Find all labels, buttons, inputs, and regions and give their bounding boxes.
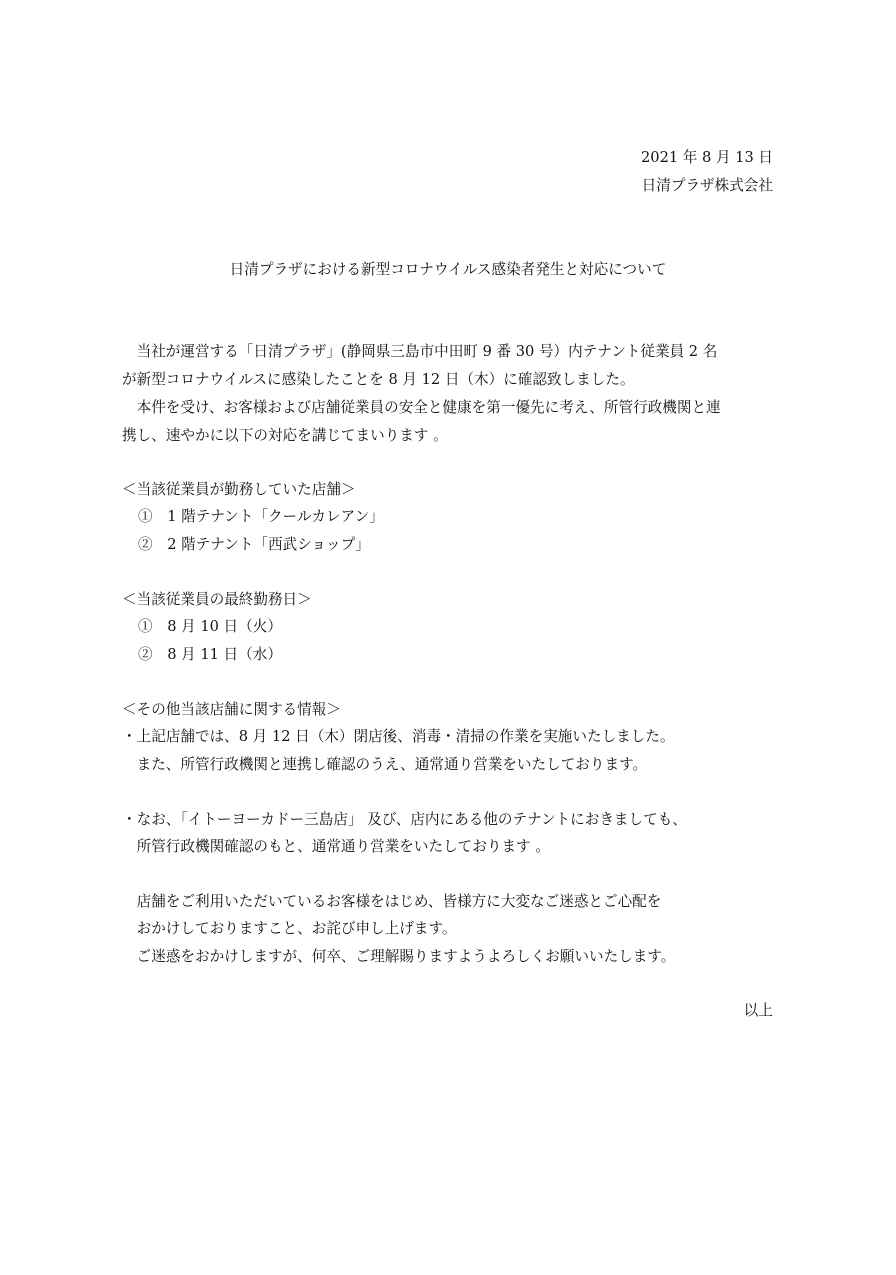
end-mark: 以上 [743,1002,773,1019]
intro-paragraph-1-line-2: が新型コロナウイルスに感染したことを 8 月 12 日（木）に確認致しました。 [122,371,635,388]
other-info-heading: ＜その他当該店舗に関する情報＞ [122,701,341,718]
other-info-bullet-1-line-2: また、所管行政機関と連携し確認のうえ、通常通り営業をいたしております。 [122,756,648,773]
closing-line-3: ご迷惑をおかけしますが、何卒、ご理解賜りますようよろしくお願いいたします。 [122,948,676,965]
other-info-bullet-1-line-1: ・上記店舗では、8 月 12 日（木）閉店後、消毒・清掃の作業を実施いたしました。 [122,728,675,745]
last-work-item: ② 8 月 11 日（水） [138,646,282,663]
document-date: 2021 年 8 月 13 日 [641,149,773,166]
last-work-item: ① 8 月 10 日（火） [138,618,282,635]
document-title: 日清プラザにおける新型コロナウイルス感染者発生と対応について [229,261,667,278]
store-item: ② 2 階テナント「西武ショップ」 [138,536,370,553]
stores-heading: ＜当該従業員が勤務していた店舗＞ [122,481,356,498]
company-name: 日清プラザ株式会社 [641,177,773,194]
other-info-bullet-2-line-2: 所管行政機関確認のもと、通常通り営業をいたしております 。 [122,838,550,855]
closing-line-1: 店舗をご利用いただいているお客様をはじめ、皆様方に大変なご迷惑とご心配を [122,893,662,910]
intro-paragraph-2-line-1: 本件を受け、お客様および店舗従業員の安全と健康を第一優先に考え、所管行政機関と連 [122,399,721,416]
intro-paragraph-2-line-2: 携し、速やかに以下の対応を講じてまいります 。 [122,427,448,444]
closing-line-2: おかけしておりますこと、お詫び申し上げます。 [122,920,457,937]
last-work-heading: ＜当該従業員の最終勤務日＞ [122,591,312,608]
other-info-bullet-2-line-1: ・なお、「イトーヨーカドー三島店」 及び、店内にある他のテナントにおきましても、 [122,811,687,828]
intro-paragraph-1-line-1: 当社が運営する「日清プラザ」(静岡県三島市中田町 9 番 30 号）内テナント従業員 2 名 [122,343,718,360]
store-item: ① 1 階テナント「クールカレアン」 [138,508,384,525]
